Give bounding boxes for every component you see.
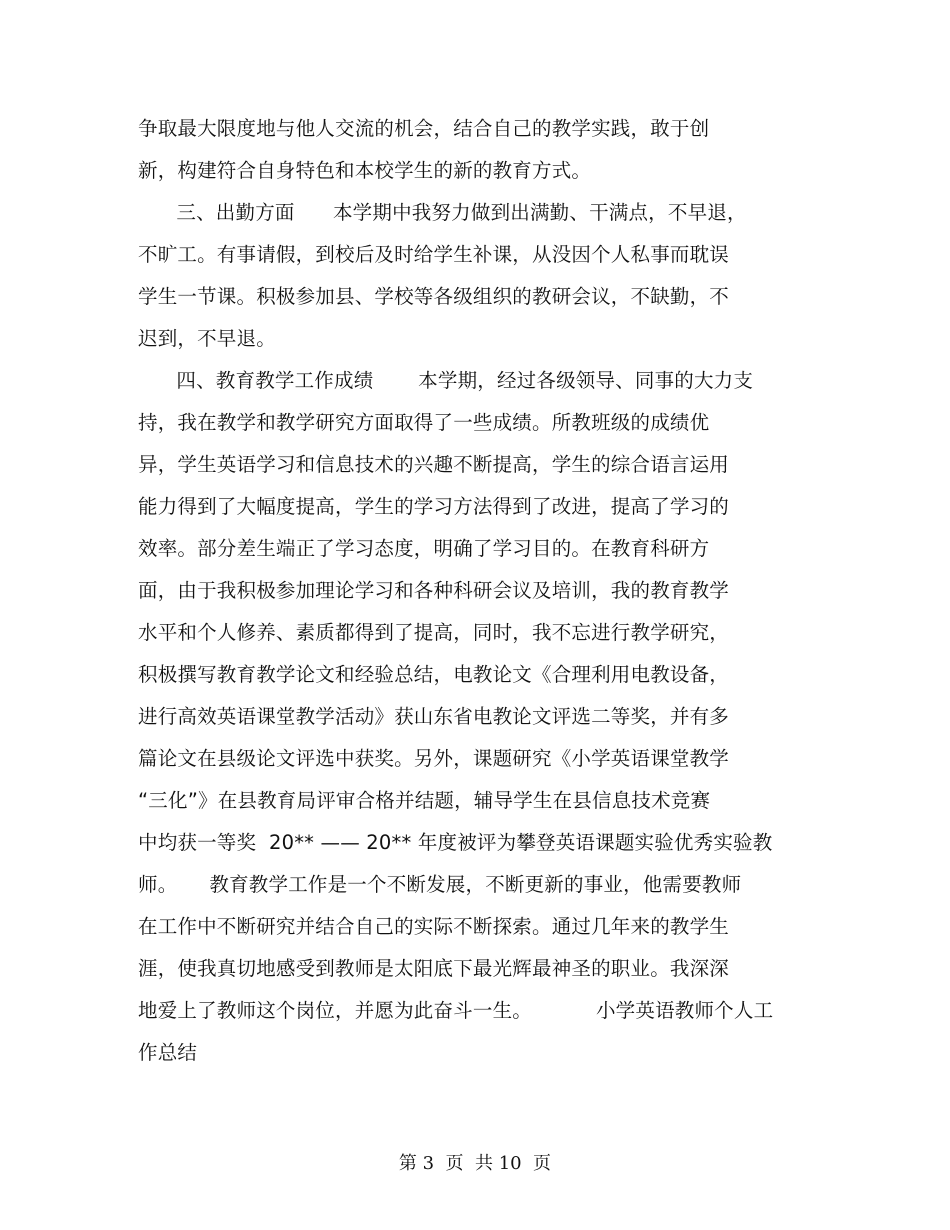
- text-line-14: 积极撰写教育教学论文和经验总结，电教论文《合理利用电教设备，: [138, 663, 730, 686]
- text-line-5: 学生一节课。积极参加县、学校等各级组织的教研会议，不缺勤，不: [138, 285, 730, 308]
- text-line-2: 新，构建符合自身特色和本校学生的新的教育方式。: [138, 159, 592, 182]
- text-line-18: 中均获一等奖 20** —— 20** 年度被评为攀登英语课题实验优秀实验教: [138, 831, 773, 854]
- text-line-8: 持，我在教学和教学研究方面取得了一些成绩。所教班级的成绩优: [138, 411, 710, 434]
- text-line-21: 涯，使我真切地感受到教师是太阳底下最光辉最神圣的职业。我深深: [138, 957, 730, 980]
- text-line-16: 篇论文在县级论文评选中获奖。另外，课题研究《小学英语课堂教学: [138, 747, 730, 770]
- text-line-13: 水平和个人修养、素质都得到了提高，同时，我不忘进行教学研究，: [138, 621, 730, 644]
- page-number-footer: 第 3 页 共 10 页: [398, 1153, 552, 1174]
- text-line-4: 不旷工。有事请假，到校后及时给学生补课，从没因个人私事而耽误: [138, 243, 730, 266]
- text-line-23: 作总结: [138, 1041, 198, 1064]
- text-line-6: 迟到，不早退。: [138, 327, 276, 350]
- text-line-12: 面，由于我积极参加理论学习和各种科研会议及培训，我的教育教学: [138, 579, 730, 602]
- text-line-11: 效率。部分差生端正了学习态度，明确了学习目的。在教育科研方: [138, 537, 710, 560]
- text-line-7: 四、教育教学工作成绩 本学期，经过各级领导、同事的大力支: [138, 369, 754, 392]
- text-line-1: 争取最大限度地与他人交流的机会，结合自己的教学实践，敢于创: [138, 117, 710, 140]
- text-line-3: 三、出勤方面 本学期中我努力做到出满勤、干满点，不早退，: [138, 201, 747, 224]
- text-line-22: 地爱上了教师这个岗位，并愿为此奋斗一生。 小学英语教师个人工: [138, 999, 774, 1022]
- text-line-20: 在工作中不断研究并结合自己的实际不断探索。通过几年来的教学生: [138, 915, 730, 938]
- text-line-9: 异，学生英语学习和信息技术的兴趣不断提高，学生的综合语言运用: [138, 453, 730, 476]
- text-line-15: 进行高效英语课堂教学活动》获山东省电教论文评选二等奖，并有多: [138, 705, 730, 728]
- text-line-17: “三化”》在县教育局评审合格并结题，辅导学生在县信息技术竞赛: [138, 789, 711, 812]
- text-line-19: 师。 教育教学工作是一个不断发展，不断更新的事业，他需要教师: [138, 873, 742, 896]
- text-line-10: 能力得到了大幅度提高，学生的学习方法得到了改进，提高了学习的: [138, 495, 730, 518]
